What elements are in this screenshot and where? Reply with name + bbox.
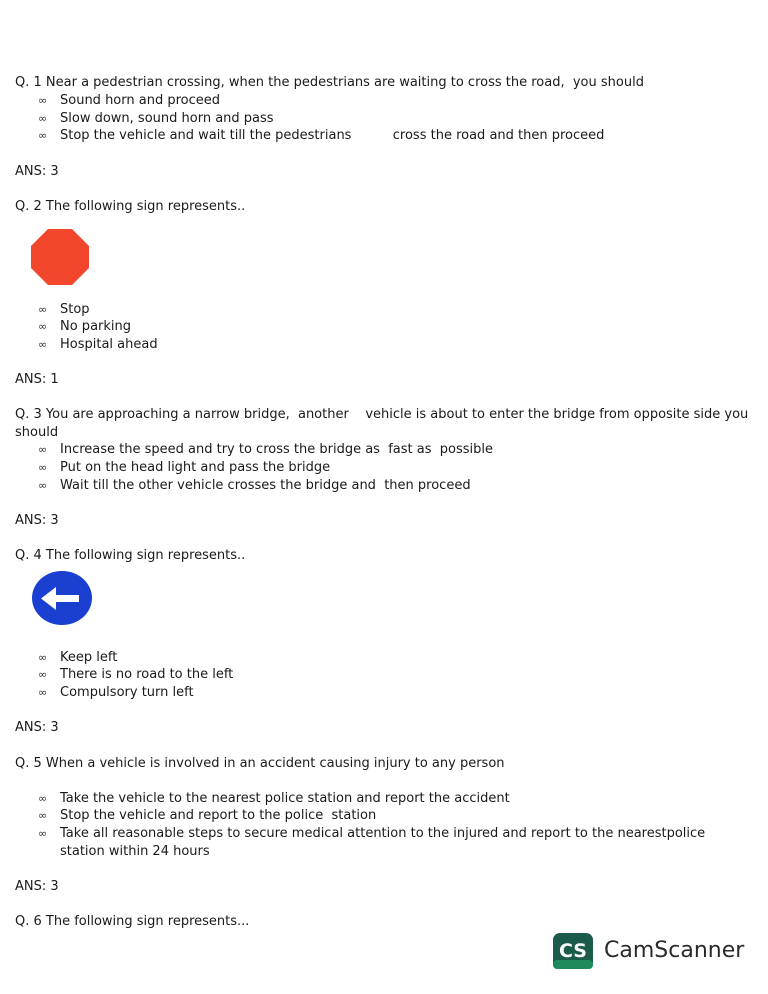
q5-option-1: ∞ Take the vehicle to the nearest police station and report the accident (38, 791, 510, 806)
question-2: Q. 2 The following sign represents.. (15, 199, 246, 214)
q2-option-1: ∞ Stop (38, 302, 90, 317)
camscanner-logo-icon (553, 933, 593, 969)
bullet-icon: ∞ (38, 461, 48, 474)
question-4: Q. 4 The following sign represents.. (15, 548, 246, 563)
q3-option-1: ∞ Increase the speed and try to cross the bridge as fast as possible (38, 442, 493, 457)
bullet-icon: ∞ (38, 320, 48, 333)
bullet-icon: ∞ (38, 112, 48, 125)
left-arrow-circle-icon (31, 570, 93, 626)
question-3-line-2: should (15, 425, 59, 440)
q3-option-3: ∞ Wait till the other vehicle crosses the bridge and then proceed (38, 478, 471, 493)
bullet-icon: ∞ (38, 651, 48, 664)
question-1: Q. 1 Near a pedestrian crossing, when the pedestrians are waiting to cross the road, you should (15, 75, 644, 90)
bullet-icon: ∞ (38, 479, 48, 492)
bullet-icon: ∞ (38, 443, 48, 456)
bullet-icon: ∞ (38, 338, 48, 351)
bullet-icon: ∞ (38, 827, 48, 840)
q1-option-2: ∞ Slow down, sound horn and pass (38, 111, 274, 126)
q5-option-3-continuation: station within 24 hours (60, 844, 210, 859)
stop-sign-shape (31, 229, 89, 285)
bullet-icon: ∞ (38, 94, 48, 107)
q2-answer: ANS: 1 (15, 372, 59, 387)
q1-option-1: ∞ Sound horn and proceed (38, 93, 220, 108)
q4-answer: ANS: 3 (15, 720, 59, 735)
bullet-icon: ∞ (38, 303, 48, 316)
q3-option-2: ∞ Put on the head light and pass the bridge (38, 460, 331, 475)
bullet-icon: ∞ (38, 686, 48, 699)
logo-text: CS (559, 940, 587, 962)
stop-octagon-icon (30, 228, 90, 286)
q3-answer: ANS: 3 (15, 513, 59, 528)
bullet-icon: ∞ (38, 668, 48, 681)
bullet-icon: ∞ (38, 809, 48, 822)
q1-option-3: ∞ Stop the vehicle and wait till the pedestrians cross the road and then proceed (38, 128, 605, 143)
q4-option-2: ∞ There is no road to the left (38, 667, 234, 682)
q5-option-2: ∞ Stop the vehicle and report to the police station (38, 808, 377, 823)
q4-option-3: ∞ Compulsory turn left (38, 685, 194, 700)
q5-answer: ANS: 3 (15, 879, 59, 894)
q5-option-3: ∞ Take all reasonable steps to secure medical attention to the injured and report to the nearestpolice (38, 826, 706, 841)
q4-option-1: ∞ Keep left (38, 650, 118, 665)
bullet-icon: ∞ (38, 792, 48, 805)
bullet-icon: ∞ (38, 129, 48, 142)
q2-option-3: ∞ Hospital ahead (38, 337, 158, 352)
question-6: Q. 6 The following sign represents... (15, 914, 250, 929)
q2-option-2: ∞ No parking (38, 319, 132, 334)
question-3-line-1: Q. 3 You are approaching a narrow bridge, another vehicle is about to enter the bridge from opposite side you (15, 407, 749, 422)
question-5: Q. 5 When a vehicle is involved in an accident causing injury to any person (15, 756, 505, 771)
q1-answer: ANS: 3 (15, 164, 59, 179)
camscanner-brand-text: CamScanner (604, 938, 745, 963)
